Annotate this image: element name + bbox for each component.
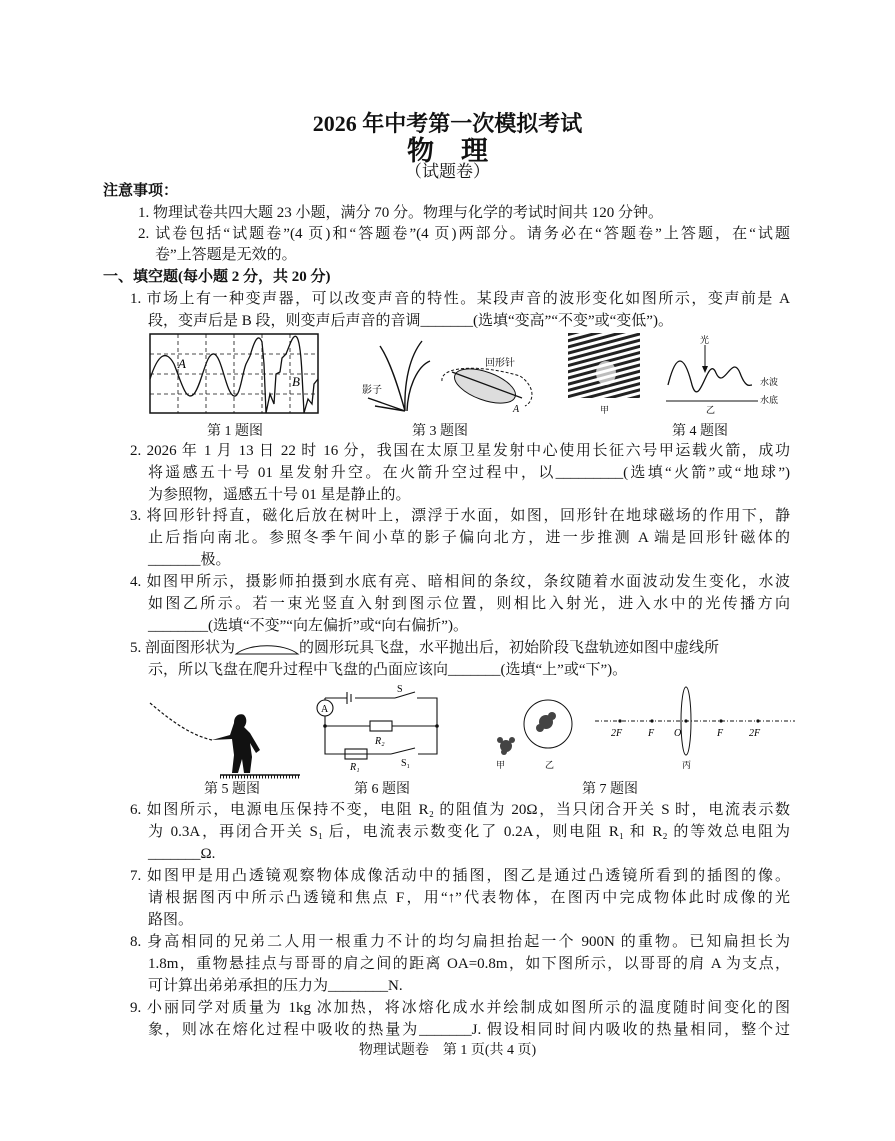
question-5-cont: 示，所以飞盘在爬升过程中飞盘的凸面应该向_______(选填“上”或“下”)。 <box>148 662 628 678</box>
question-1: 1. 市场上有一种变声器，可以改变声音的特性。某段声音的波形变化如图所示，变声前是 A <box>130 291 790 307</box>
figure-6-circuit <box>315 684 450 773</box>
question-4-cont: 如图乙所示。若一束光竖直入射到图示位置，则相比入射光，进入水中的光传播方向 <box>148 596 790 612</box>
question-4: 4. 如图甲所示，摄影师拍摄到水底有亮、暗相间的条纹，条纹随着水面波动发生变化，水波 <box>130 574 790 590</box>
shadow-label: 影子 <box>362 385 382 396</box>
question-4-cont: ________(选填“不变”“向左偏折”或“向右偏折”)。 <box>148 618 468 634</box>
notice-item-2-cont: 卷”上答题是无效的。 <box>155 247 297 263</box>
question-5-text-a: 5. 剖面图形状为 <box>130 640 236 656</box>
figure-5-frisbee-thrower <box>150 695 300 775</box>
question-6: 6. 如图所示，电源电压保持不变，电阻 R₂ 的阻值为 20Ω，当只闭合开关 S 时，电流表示数 <box>130 802 790 818</box>
figure-7-convex-lens <box>490 686 800 771</box>
question-2-cont: 将遥感五十号 01 星发射升空。在火箭升空过程中，以_________(选填“火箭”或“地球”) <box>148 465 790 481</box>
r2-label: R₂ <box>375 736 385 747</box>
light-label: 光 <box>700 335 710 345</box>
wave-label-b: B <box>292 374 300 389</box>
question-8: 8. 身高相同的兄弟二人用一根重力不计的均匀扁担抬起一个 900N 的重物。已知扁担长为 <box>130 934 790 950</box>
switch-s-label: S <box>397 684 403 695</box>
question-1-cont: 段，变声后是 B 段，则变声后声音的音调_______(选填“变高”“不变”或“变低”)。 <box>148 313 673 329</box>
question-3: 3. 将回形针捋直，磁化后放在树叶上，漂浮于水面，如图，回形针在地球磁场的作用下，静 <box>130 508 790 524</box>
o-label: O <box>674 728 682 739</box>
2f-left-label: 2F <box>611 728 623 739</box>
wave-label-a: A <box>178 356 186 371</box>
paperclip-label: 回形针 <box>485 358 515 369</box>
f-right-label: F <box>717 728 724 739</box>
yi-label: 乙 <box>545 760 555 770</box>
question-7-cont: 请根据图丙中所示凸透镜和焦点 F，用“↑”代表物体，在图丙中完成物体此时成像的光 <box>148 890 790 906</box>
question-3-cont: _______极。 <box>148 552 231 568</box>
figure-3-caption: 第 3 题图 <box>412 424 468 439</box>
subject-title: 物 理 <box>407 136 488 166</box>
question-5-text-b: 的圆形玩具飞盘，水平抛出后，初始阶段飞盘轨迹如图中虚线所 <box>299 640 720 656</box>
question-6-cont: 为 0.3A，再闭合开关 S₁ 后，电流表示数变化了 0.2A，则电阻 R₁ 和 R₂ 的等效总电阻为 <box>148 824 790 840</box>
question-8-cont: 1.8m，重物悬挂点与哥哥的肩之间的距离 OA=0.8m，如下图所示，以哥哥的肩 A 为支点， <box>148 956 790 972</box>
figure-7-caption: 第 7 题图 <box>582 782 638 797</box>
notice-item-1: 1. 物理试卷共四大题 23 小题，满分 70 分。物理与化学的考试时间共 120 分钟。 <box>138 205 664 221</box>
f-left-label: F <box>648 728 655 739</box>
disc-profile-icon <box>235 643 299 655</box>
page-footer: 物理试题卷 第 1 页(共 4 页) <box>358 1043 537 1058</box>
bing-label: 丙 <box>682 760 692 770</box>
question-2-cont: 为参照物，遥感五十号 01 星是静止的。 <box>148 487 411 503</box>
figure-3-leaf-grass <box>360 336 540 416</box>
end-a-label: A <box>513 404 520 415</box>
question-3-cont: 止后指向南北。参照冬季午间小草的影子偏向北方，进一步推测 A 端是回形针磁体的 <box>148 530 790 546</box>
notice-heading: 注意事项： <box>103 183 179 199</box>
jia-label: 甲 <box>600 405 610 415</box>
r1-label: R₁ <box>350 762 360 773</box>
question-8-cont: 可计算出弟弟承担的压力为________N. <box>148 978 403 994</box>
question-7-cont: 路图。 <box>148 912 194 928</box>
figure-1-waveform <box>150 334 320 414</box>
jia-label: 甲 <box>496 760 506 770</box>
2f-right-label: 2F <box>749 728 761 739</box>
question-9-cont: 象，则冰在熔化过程中吸收的热量为_______J. 假设相同时间内吸收的热量相同，整个过 <box>148 1022 790 1038</box>
question-2: 2. 2026 年 1 月 13 日 22 时 16 分，我国在太原卫星发射中心使用长征六号甲运载火箭，成功 <box>130 443 790 459</box>
exam-title: 2026 年中考第一次模拟考试 <box>312 111 583 136</box>
subtitle: （试题卷） <box>405 162 490 181</box>
question-6-cont: _______Ω. <box>148 846 216 862</box>
notice-item-2: 2. 试卷包括“试题卷”(4 页)和“答题卷”(4 页)两部分。请务必在“答题卷”上答题，在“试题 <box>138 226 790 242</box>
figure-4-caption: 第 4 题图 <box>672 424 728 439</box>
question-5 <box>130 638 790 658</box>
section-heading: 一、填空题(每小题 2 分，共 20 分) <box>103 269 331 285</box>
figure-6-caption: 第 6 题图 <box>354 782 410 797</box>
figure-5-caption: 第 5 题图 <box>204 782 260 797</box>
question-9: 9. 小丽同学对质量为 1kg 冰加热，将冰熔化成水并绘制成如图所示的温度随时间变化的图 <box>130 1000 790 1016</box>
ammeter-label: A <box>321 704 329 715</box>
figure-1-caption: 第 1 题图 <box>207 424 263 439</box>
wave-label: 水波 <box>760 377 779 387</box>
bottom-label: 水底 <box>760 395 779 405</box>
switch-s1-label: S₁ <box>401 758 411 769</box>
question-7: 7. 如图甲是用凸透镜观察物体成像活动中的插图，图乙是通过凸透镜所看到的插图的像。 <box>130 868 790 884</box>
figure-4-water-waves <box>568 333 793 415</box>
yi-label: 乙 <box>706 405 716 415</box>
